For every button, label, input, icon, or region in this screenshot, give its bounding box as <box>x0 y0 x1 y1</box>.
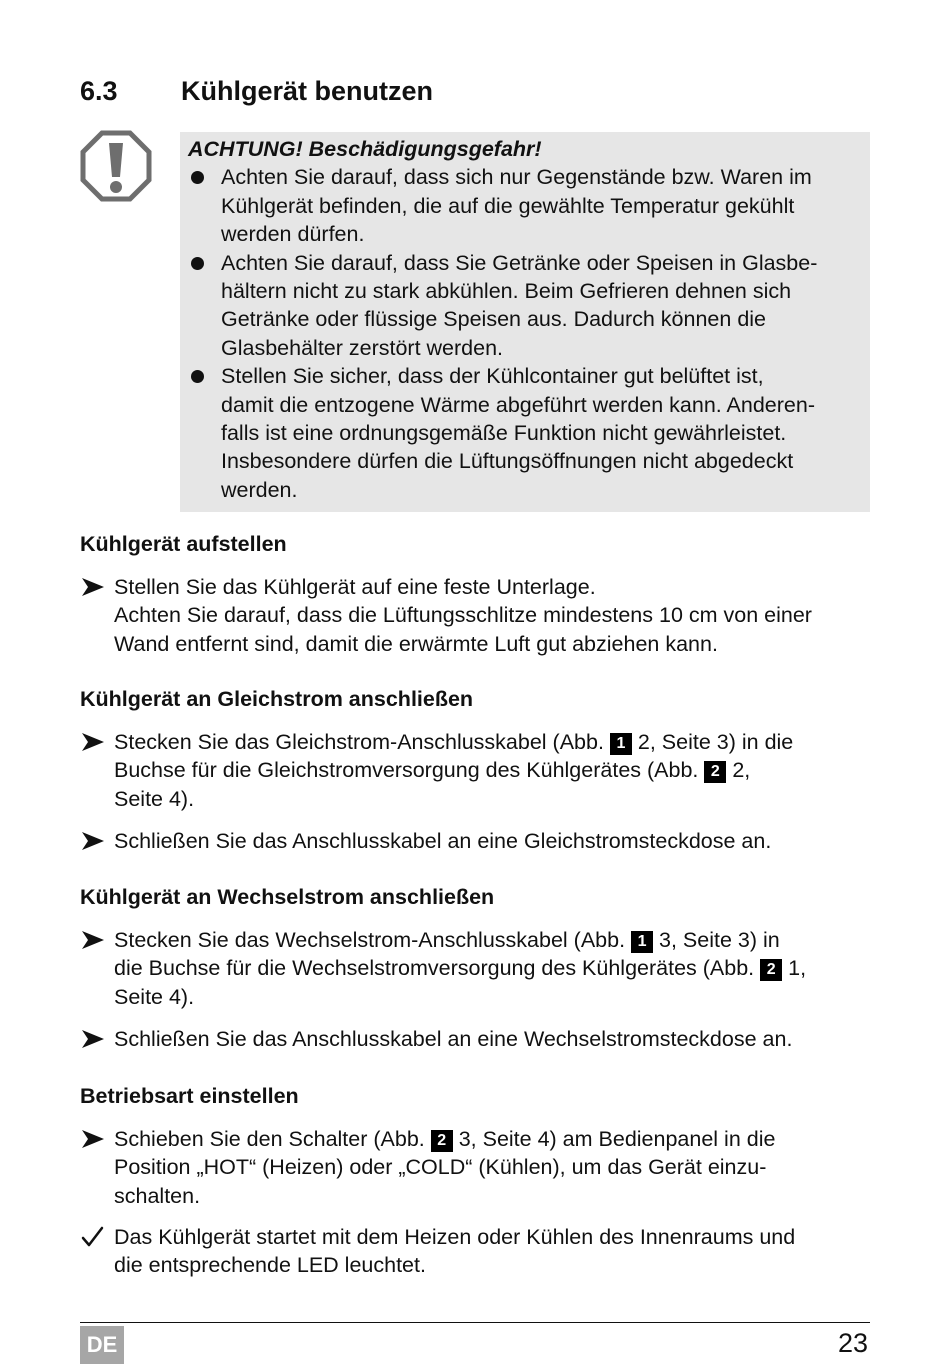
instruction-step <box>80 573 880 658</box>
warning-item <box>188 249 862 363</box>
step-text: 2, Seite 3) in die <box>631 730 794 754</box>
warning-line: falls ist eine ordnungsgemäße Funktion nicht gewährleistet. <box>221 421 787 446</box>
warning-line: damit die entzogene Wärme abgeführt werden kann. Anderen- <box>221 392 816 417</box>
bullet-icon <box>191 257 204 270</box>
figure-ref-badge: 2 <box>704 761 726 783</box>
warning-line: werden. <box>221 477 298 502</box>
subheading-setup: Kühlgerät aufstellen <box>80 532 287 556</box>
warning-line: Stellen Sie sicher, dass der Kühlcontainer gut belüftet ist, <box>221 364 764 389</box>
step-text: Seite 4). <box>114 984 195 1009</box>
checkmark-icon <box>80 1223 108 1251</box>
step-text: schalten. <box>114 1183 201 1208</box>
result-line: Das Kühlgerät startet mit dem Heizen oder Kühlen des Innenraums und <box>114 1225 796 1249</box>
step-text: Stecken Sie das Wechselstrom-Anschlusskabel (Abb. <box>114 928 632 952</box>
step-text: Buchse für die Gleichstromversorgung des Kühlgerätes (Abb. <box>114 758 705 783</box>
result-line: die entsprechende LED leuchtet. <box>114 1253 426 1278</box>
step-text: Schließen Sie das Anschlusskabel an eine Gleichstromsteckdose an. <box>114 829 772 853</box>
instruction-step <box>80 827 880 855</box>
arrow-marker-icon <box>80 573 108 601</box>
page-number: 23 <box>837 1328 868 1358</box>
step-text: Position „HOT“ (Heizen) oder „COLD“ (Kühlen), um das Gerät einzu- <box>114 1155 767 1180</box>
step-line: Achten Sie darauf, dass die Lüftungsschlitze mindestens 10 cm von einer <box>114 603 812 628</box>
figure-ref-badge: 1 <box>631 931 653 953</box>
arrow-marker-icon <box>80 1025 108 1053</box>
figure-ref-badge: 1 <box>610 733 632 755</box>
instruction-step <box>80 1125 880 1210</box>
step-line: Stellen Sie das Kühlgerät auf eine feste Unterlage. <box>114 575 596 599</box>
result-step <box>80 1223 880 1280</box>
subheading-ac: Kühlgerät an Wechselstrom anschließen <box>80 885 495 909</box>
arrow-marker-icon <box>80 1125 108 1153</box>
step-text: Schließen Sie das Anschlusskabel an eine Wechselstromsteckdose an. <box>114 1027 793 1051</box>
warning-line: Glasbehälter zerstört werden. <box>221 335 504 360</box>
step-text: 3, Seite 3) in <box>653 928 780 952</box>
instruction-step <box>80 926 880 1011</box>
warning-item <box>188 163 862 248</box>
subheading-mode: Betriebsart einstellen <box>80 1084 299 1108</box>
warning-list <box>188 163 862 504</box>
language-badge: DE <box>80 1326 124 1364</box>
subheading-dc: Kühlgerät an Gleichstrom anschließen <box>80 687 474 711</box>
warning-box <box>180 132 870 512</box>
bullet-icon <box>191 370 204 383</box>
section-title: Kühlgerät benutzen <box>181 76 434 106</box>
warning-line: hältern nicht zu stark abkühlen. Beim Gefrieren dehnen sich <box>221 279 792 304</box>
step-text: Schieben Sie den Schalter (Abb. <box>114 1127 431 1151</box>
warning-line: Achten Sie darauf, dass sich nur Gegenstände bzw. Waren im <box>221 165 812 190</box>
warning-title: ACHTUNG! Beschädigungsgefahr! <box>188 137 542 161</box>
warning-line: Insbesondere dürfen die Lüftungsöffnungen nicht abgedeckt <box>221 449 794 474</box>
step-text: Stecken Sie das Gleichstrom-Anschlusskabel (Abb. <box>114 730 610 754</box>
section-heading <box>80 76 433 107</box>
warning-line: werden dürfen. <box>221 222 365 247</box>
figure-ref-badge: 2 <box>431 1130 453 1152</box>
warning-item <box>188 362 862 504</box>
arrow-marker-icon <box>80 728 108 756</box>
figure-ref-badge: 2 <box>760 959 782 981</box>
step-text: 1, <box>782 956 807 981</box>
bullet-icon <box>191 171 204 184</box>
step-text: 2, <box>726 758 751 783</box>
section-number: 6.3 <box>80 76 118 106</box>
arrow-marker-icon <box>80 926 108 954</box>
warning-line: Achten Sie darauf, dass Sie Getränke oder Speisen in Glasbe- <box>221 250 818 275</box>
arrow-marker-icon <box>80 827 108 855</box>
step-line: Wand entfernt sind, damit die erwärmte Luft gut abziehen kann. <box>114 631 718 656</box>
warning-line: Getränke oder flüssige Speisen aus. Dadurch können die <box>221 307 767 332</box>
footer-rule <box>80 1322 870 1323</box>
step-text: die Buchse für die Wechselstromversorgung des Kühlgerätes (Abb. <box>114 956 761 981</box>
step-text: Seite 4). <box>114 786 195 811</box>
instruction-step <box>80 728 880 813</box>
warning-line: Kühlgerät befinden, die auf die gewählte Temperatur gekühlt <box>221 193 795 218</box>
instruction-step <box>80 1025 880 1053</box>
exclamation-octagon-icon <box>80 130 152 202</box>
step-text: 3, Seite 4) am Bedienpanel in die <box>452 1127 776 1151</box>
